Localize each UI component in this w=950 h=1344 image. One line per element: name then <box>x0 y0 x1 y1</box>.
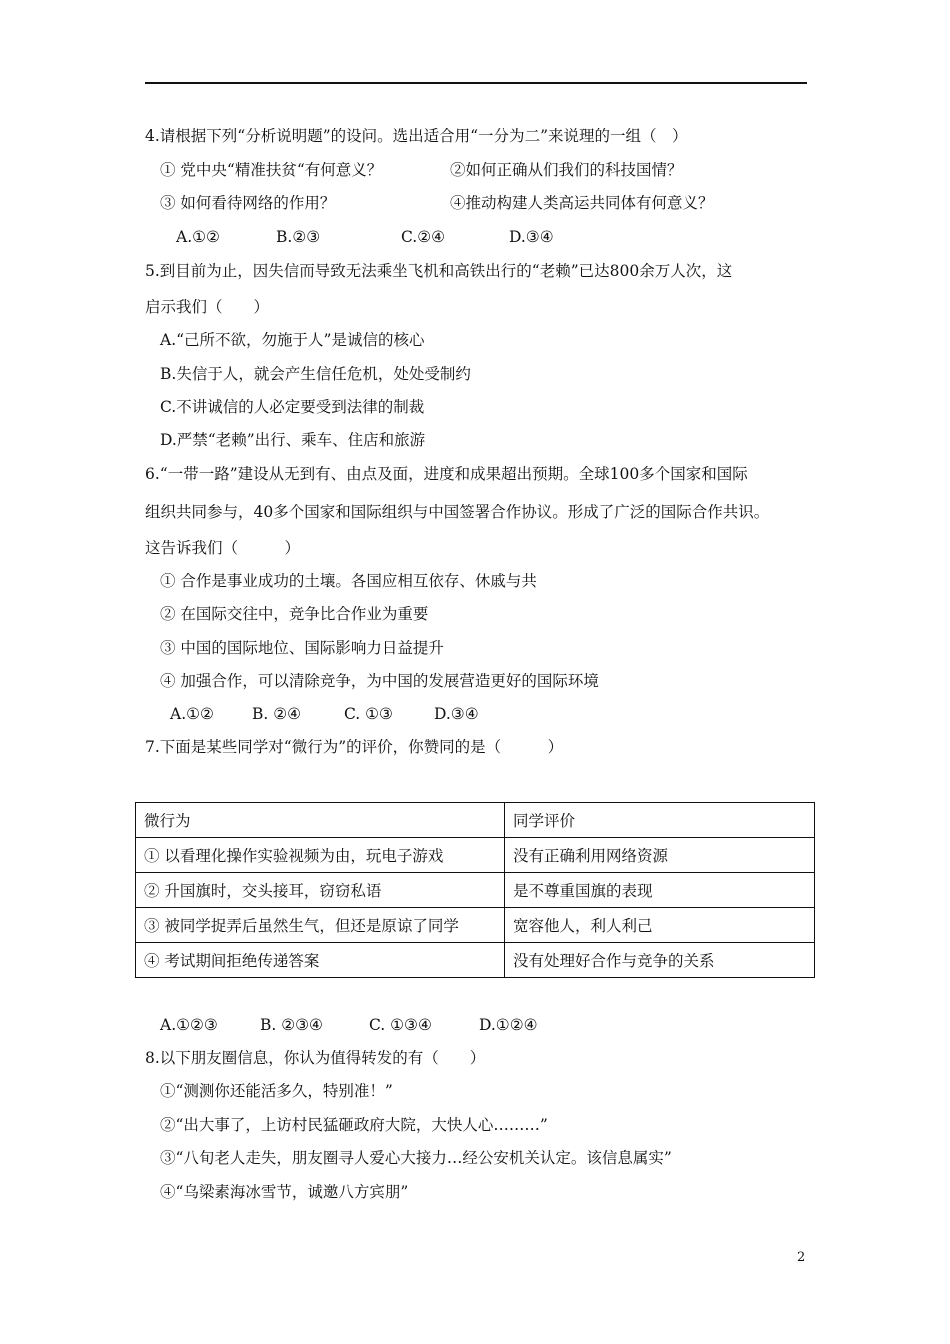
q6-item-3: ③ 中国的国际地位、国际影响力日益提升 <box>160 639 444 657</box>
q8-item-3: ③“八旬老人走失，朋友圈寻人爱心大接力…经公安机关认定。该信息属实” <box>160 1149 672 1167</box>
table-cell-behavior: ④ 考试期间拒绝传递答案 <box>136 943 505 978</box>
q5-option-d: D.严禁“老赖”出行、乘车、住店和旅游 <box>160 431 426 449</box>
table-header-row <box>136 803 815 838</box>
q6-option-d: D.③④ <box>434 705 479 723</box>
q6-options <box>170 704 479 724</box>
q5-option-a: A.“己所不欲，勿施于人”是诚信的核心 <box>160 331 425 349</box>
q4-option-a: A.①② <box>176 228 220 246</box>
q6-stem-line-1: 6.“一带一路”建设从无到有、由点及面，进度和成果超出预期。全球100多个国家和国际 <box>145 465 748 483</box>
q7-option-d: D.①②④ <box>479 1016 538 1034</box>
table-cell-evaluation: 是不尊重国旗的表现 <box>505 873 815 908</box>
q6-stem-line-3: 这告诉我们（ ） <box>145 539 301 557</box>
q7-options <box>160 1015 538 1035</box>
q7-table <box>135 802 815 978</box>
q4-stem: 4.请根据下列“分析说明题”的设问。选出适合用“一分为二”来说理的一组（ ） <box>145 127 688 145</box>
q7-option-b: B. ②③④ <box>260 1016 323 1034</box>
table-cell-behavior: ② 升国旗时，交头接耳，窃窃私语 <box>136 873 505 908</box>
q6-option-a: A.①② <box>170 705 214 723</box>
q4-item-4: ④推动构建人类高运共同体有何意义？ <box>450 194 714 212</box>
q6-option-b: B. ②④ <box>252 705 302 723</box>
q6-item-2: ② 在国际交往中，竞争比合作业为重要 <box>160 605 429 623</box>
q4-item-3: ③ 如何看待网络的作用？ <box>160 194 336 212</box>
table-cell-evaluation: 没有处理好合作与竞争的关系 <box>505 943 815 978</box>
q6-option-c: C. ①③ <box>344 705 393 723</box>
q7-option-c: C. ①③④ <box>369 1016 432 1034</box>
q4-option-c: C.②④ <box>401 228 446 246</box>
q8-item-4: ④“乌梁素海冰雪节，诚邀八方宾朋” <box>160 1183 409 1201</box>
page-number: 2 <box>797 1250 806 1265</box>
q5-option-c: C.不讲诚信的人必定要受到法律的制裁 <box>160 398 425 416</box>
q4-item-1: ① 党中央“精准扶贫“有何意义？ <box>160 161 383 179</box>
q4-option-b: B.②③ <box>276 228 321 246</box>
q4-option-d: D.③④ <box>509 228 554 246</box>
q6-item-1: ① 合作是事业成功的土壤。各国应相互依存、休戚与共 <box>160 572 537 590</box>
table-row <box>136 908 815 943</box>
table-row <box>136 838 815 873</box>
table-cell-behavior: ③ 被同学捉弄后虽然生气，但还是原谅了同学 <box>136 908 505 943</box>
q6-item-4: ④ 加强合作，可以清除竞争，为中国的发展营造更好的国际环境 <box>160 672 599 690</box>
q8-item-2: ②“出大事了，上访村民猛砸政府大院，大快人心………” <box>160 1116 548 1134</box>
q8-stem: 8.以下朋友圈信息，你认为值得转发的有（ ） <box>145 1049 486 1067</box>
table-cell-behavior: ① 以看理化操作实验视频为由，玩电子游戏 <box>136 838 505 873</box>
q4-options <box>176 227 554 247</box>
table-row <box>136 873 815 908</box>
table-cell-evaluation: 没有正确利用网络资源 <box>505 838 815 873</box>
table-row <box>136 943 815 978</box>
q4-item-2: ②如何正确从们我们的科技国情？ <box>450 161 683 179</box>
table-header-cell: 同学评价 <box>505 803 815 838</box>
q5-option-b: B.失信于人，就会产生信任危机，处处受制约 <box>160 365 471 383</box>
q7-option-a: A.①②③ <box>160 1016 218 1034</box>
q7-stem: 7.下面是某些同学对“微行为”的评价，你赞同的是（ ） <box>145 738 564 756</box>
q8-item-1: ①“测测你还能活多久，特别准！” <box>160 1082 393 1100</box>
q5-stem-line-1: 5.到目前为止，因失信而导致无法乘坐飞机和高铁出行的“老赖”已达800余万人次，这 <box>145 262 733 280</box>
table-cell-evaluation: 宽容他人，利人利己 <box>505 908 815 943</box>
table-header-cell: 微行为 <box>136 803 505 838</box>
header-rule <box>145 82 807 84</box>
q5-stem-line-2: 启示我们（ ） <box>145 298 270 316</box>
q6-stem-line-2: 组织共同参与，40多个国家和国际组织与中国签署合作协议。形成了广泛的国际合作共识。 <box>145 503 770 521</box>
